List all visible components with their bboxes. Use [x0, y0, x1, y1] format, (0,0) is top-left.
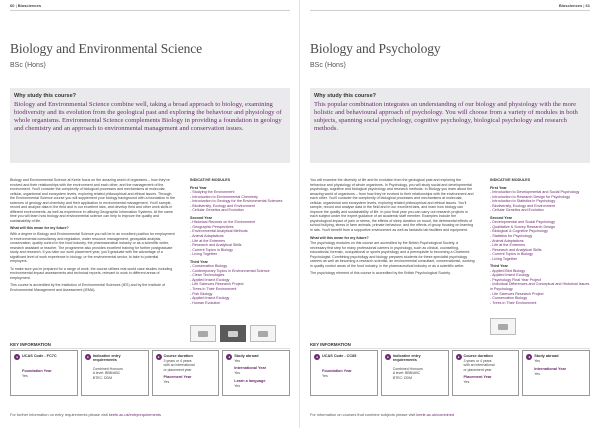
right-page-header: Biosciences | 61 [558, 3, 590, 8]
body-paragraph: The psychology modules on this course are accredited by the British Psychological Society, a necessary first step for many professional careers in psychology, such as clinical, counselling, educational, forensic, occupational or sports psychology and a prerequisite to becoming a Chartered Psychologist. Combining psychology and biology prepares students for these specialist psychology careers as well as becoming a research scientist, an environmental consultant, conservationist, working in quality control areas of the food industry, in the pharmaceutical industry or as a scientific writer. [310, 241, 475, 268]
module-item: - Biological & Cognitive Psychology [490, 229, 590, 234]
card-subvalue: Yes [463, 380, 470, 384]
module-item: - Introduction to Geology for the Environmental Sciences [190, 199, 290, 204]
card-values: Combined Honours A level: BBB/ABC BTEC: DDM [92, 367, 123, 380]
body-paragraph: With a degree in Biology and Environmental Science you will be in an excellent position for employment in environmental consultancy and regulation, water resource management, geospatial analysis, conservation, quality control in the food industry, the pharmaceutical industry or as a scientific writer, research assistant or teacher. The programme also provides excellent training for further postgraduate study and research. If you take our work placement year, you'll graduate with the advantage of a significant level of work experience in biology, or the environmental sector, to take to potential employers. [10, 232, 175, 264]
card-label: Indicative entry requirements [392, 354, 421, 363]
section-name: Biosciences [17, 3, 42, 8]
body-paragraph: Biology and Environmental Science at Keele focus on the amazing world of organisms – how they've evolved and their relationships with the environment and each other, and the management of the environment. You'll consider the complexity of biological processes and mechanisms at molecular, cellular, organismal and ecosystem levels, exploring related philosophical and ethical issues. Through the Environmental Science course you will supplement your biology background with a foundation in the sciences of geology and chemistry and their application to environmental management. You'll sample, record and analyse data in the field and in our excellent labs, and develop field and other work skills in different environments, as well as experience in utilising Geographic Information Systems. At the same time you will learn how biology and environmental science can help to improve the quality and sustainability of life. [10, 178, 176, 223]
card-sublabel: Learn a language [234, 379, 266, 383]
accreditation-logo [250, 325, 276, 342]
card-subvalue: Yes [534, 372, 540, 376]
duration-icon: ● [157, 355, 160, 359]
footer-link[interactable]: keele.ac.uk/combined [416, 412, 455, 417]
module-item: - Introduction to Environmental Chemistry [190, 195, 290, 200]
module-item: - Applied Bird Biology [490, 269, 590, 274]
future-heading: What will this mean for my future? [10, 226, 69, 231]
duration-icon: ● [457, 355, 460, 359]
module-item: - Research and Analytical Skills [490, 248, 590, 253]
card-label: Course duration [163, 354, 193, 358]
year-title: Second Year [490, 215, 513, 220]
module-year [190, 260, 290, 305]
module-item: - Introduction to Statistics in Psychology [490, 199, 590, 204]
accreditation-logo [190, 325, 216, 342]
card-sublabel: Placement Year [163, 375, 192, 379]
module-item: - Cellular Genetics and Evolution [190, 208, 290, 213]
module-item: - Conservation Biology [490, 296, 590, 301]
accreditation-logo [490, 318, 516, 335]
course-body [10, 178, 175, 296]
module-item: - Biodiversity, Ecology and Environment [490, 204, 590, 209]
card-subvalue: Yes [234, 384, 240, 388]
card-values: 3 years or 4 years with an international or placement year [163, 359, 195, 372]
module-item: - Conservation Biology [190, 264, 290, 269]
module-item: - Life Sciences Research Project [190, 282, 290, 287]
year-title: Third Year [190, 259, 208, 264]
section-name: Biosciences [558, 3, 583, 8]
intro-text: This popular combination integrates an understanding of our biology and physiology with the more holistic and behavioural approach of psychology. You will choose from a variety of modules in both subjects, spanning social psychology, cognitive psychology, biological psychology and research methods. [314, 101, 578, 133]
info-card [452, 350, 520, 396]
module-item: - Research and Analytical Skills [190, 243, 290, 248]
module-item: - Current Topics in Biology [190, 248, 290, 253]
module-item: - Applied Insect Ecology [190, 296, 290, 301]
course-title: Biology and Psychology [310, 41, 441, 56]
card-value: Yes [534, 359, 540, 363]
card-subvalue: Yes [22, 374, 28, 378]
card-values: 3 years or 4 years with an international or placement year [463, 359, 495, 372]
accreditation-logos [490, 318, 516, 334]
module-item: - Introduction to Developmental and Social Psychology [490, 190, 590, 195]
module-item: - Life at the Extremes [490, 243, 590, 248]
module-item: - Applied Insect Ecology [490, 273, 590, 278]
why-heading: Why study this course? [14, 93, 77, 99]
right-page [300, 0, 600, 428]
module-item: - Current Topics in Biology [490, 252, 590, 257]
accreditation-logos [190, 325, 276, 341]
module-item: - Trees in Their Environment [490, 301, 590, 306]
entry-requirements-icon: ● [386, 355, 389, 359]
body-paragraph: To make sure you're prepared for a range of work, the course utilises real-world case studies including environmental impact assessments and technical reports, relevant to work in different areas of employment. [10, 266, 173, 280]
course-body [310, 178, 475, 279]
card-value: Yes [234, 359, 240, 363]
key-info-rule [10, 348, 290, 349]
card-label: Course duration [463, 354, 493, 358]
page-number: 61 [585, 3, 590, 8]
card-label: UCAS Code - CC85 [322, 354, 357, 358]
module-year [490, 264, 590, 305]
card-values: Combined Honours A level: BBB/ABC BTEC: DDM [392, 367, 423, 380]
footer-link[interactable]: keele.ac.uk/entryrequirements [108, 412, 161, 417]
key-info-rule [310, 348, 590, 349]
footer-note: For further information on entry requirements please visit keele.ac.uk/entryrequirements [10, 412, 161, 417]
module-item: - Life Sciences Research Project [490, 292, 590, 297]
key-info-heading: KEY INFORMATION [310, 342, 351, 347]
module-item: - Cellular Genetics and Evolution [490, 208, 590, 213]
year-title: First Year [490, 185, 507, 190]
info-card [152, 350, 220, 396]
study-abroad-icon: ● [528, 355, 531, 359]
card-label: UCAS Code - FC7C [22, 354, 57, 358]
degree-type: BSc (Hons) [310, 62, 346, 69]
ucas-icon: ● [15, 355, 19, 359]
card-sublabel: Foundation Year [322, 369, 352, 373]
module-item: - Contemporary Topics in Environmental Science [190, 269, 290, 274]
module-year [190, 186, 290, 213]
intro-text: Biology and Environmental Science combine well, taking a broad approach to biology, examining biodiversity and its evolution from the geological past and exploring the behaviour and physiology of whole organisms. Environmental Science complements Biology in providing a foundation in geology and chemistry and an approach to environmental management and conservation issues. [14, 101, 282, 133]
card-sublabel: Foundation Year [22, 369, 52, 373]
info-card [522, 350, 590, 396]
info-card [81, 350, 149, 396]
module-item: - Fish Biology [190, 292, 290, 297]
study-abroad-icon: ● [228, 355, 231, 359]
module-item: - Environmental Analytical Methods [190, 229, 290, 234]
module-year [490, 186, 590, 213]
card-sublabel: International Year [234, 366, 267, 370]
year-title: Third Year [490, 264, 508, 269]
module-item: - Living Together [490, 257, 590, 262]
footer-note: For information on courses that combine subjects please visit keele.ac.uk/combined [310, 412, 455, 417]
module-item: - Biodiversity, Ecology and Environment [190, 204, 290, 209]
entry-requirements-icon: ● [86, 355, 89, 359]
accreditation-logo [220, 325, 246, 342]
header-rule [10, 10, 290, 11]
module-item: - Animal Adaptations [490, 239, 590, 244]
info-card [222, 350, 290, 396]
degree-type: BSc (Hons) [10, 62, 46, 69]
module-item: - Trees in Their Environment [190, 287, 290, 292]
module-item: - Geographic Perspectives [190, 225, 290, 230]
info-card [10, 350, 78, 396]
card-subvalue: Yes [322, 374, 328, 378]
module-item: - Statistics for Psychology [490, 234, 590, 239]
module-item: - Introduction to Research Design for Psychology [490, 195, 590, 200]
info-card [381, 350, 449, 396]
why-heading: Why study this course? [314, 93, 377, 99]
module-item: - Applied Insect Ecology [190, 278, 290, 283]
key-info-cards [10, 350, 290, 396]
header-rule [310, 10, 590, 11]
module-item: - Individual Differences and Conceptual and Historical Issues in Psychology [490, 282, 590, 291]
year-title: Second Year [190, 215, 213, 220]
card-label: Indicative entry requirements [92, 354, 121, 363]
modules-heading: INDICATIVE MODULES [490, 178, 531, 182]
module-item: - Human Evolution [190, 301, 290, 306]
course-title: Biology and Environmental Science [10, 41, 203, 56]
module-item: - Psychology Final Year Project [490, 278, 590, 283]
module-year [490, 216, 590, 261]
accreditation-note: The psychology element of this course is accredited by the British Psychological Society. [310, 271, 451, 276]
ucas-icon: ● [315, 355, 319, 359]
indicative-modules [190, 178, 290, 305]
module-item: - Living Together [190, 252, 290, 257]
module-item: - Developmental and Social Psychology [490, 220, 590, 225]
module-item: - Historical Records on the Environment [190, 220, 290, 225]
modules-heading: INDICATIVE MODULES [190, 178, 231, 182]
card-subvalue: Yes [234, 371, 240, 375]
future-heading: What will this mean for my future? [310, 235, 369, 240]
card-label: Study abroad [534, 354, 559, 358]
year-title: First Year [190, 185, 207, 190]
key-info-cards [310, 350, 590, 396]
module-item: - Studying the Environment [190, 190, 290, 195]
module-item: - Qualitative & Survey Research Design [490, 225, 590, 230]
card-label: Study abroad [234, 354, 259, 358]
page-number: 60 [10, 3, 15, 8]
module-item: - Clean Technologies [190, 273, 290, 278]
left-page-header: 60 | Biosciences [10, 3, 42, 8]
key-info-heading: KEY INFORMATION [10, 342, 51, 347]
card-sublabel: Placement Year [463, 375, 492, 379]
module-item: - Animal Adaptations [190, 234, 290, 239]
info-card [310, 350, 378, 396]
module-year [190, 216, 290, 257]
card-subvalue: Yes [163, 380, 170, 384]
body-paragraph: You will examine the diversity of life and its evolution from the geological past and exploring the behaviour and physiology of whole organisms. In Psychology, you will study social and developmental psychology, cognitive and biological psychology and research methods. In Biology you learn about the amazing world of organisms – from how they've evolved to their relationships with the environment and each other. You'll consider the complexity of biological processes and mechanisms at molecular, cellular, organismal and ecosystem levels, exploring related philosophical and ethical issues. You'll sample, record and analyse data in the field and in our excellent labs, and learn how biology can improve the quality and sustainability of life. In your final year you can carry out research projects in each subject under the expert guidance of an academic staff member. Examples include the psychological impact of pain or stress, the effects of sleep duration on mood, the detrimental effects of school bullying, stress in farm animals, primate behaviour, and the effects of group housing on learning in rats. You'll benefit from a supportive environment as well as fantastic lab facilities and equipment. [310, 178, 474, 233]
indicative-modules [490, 178, 590, 305]
module-item: - Life at the Extremes [190, 239, 290, 244]
card-sublabel: International Year [534, 367, 567, 371]
accreditation-note: This course is accredited by the Institution of Environmental Sciences (IES) and by the Institute of Environmental Management and Assessment (IEMA). [10, 283, 166, 293]
